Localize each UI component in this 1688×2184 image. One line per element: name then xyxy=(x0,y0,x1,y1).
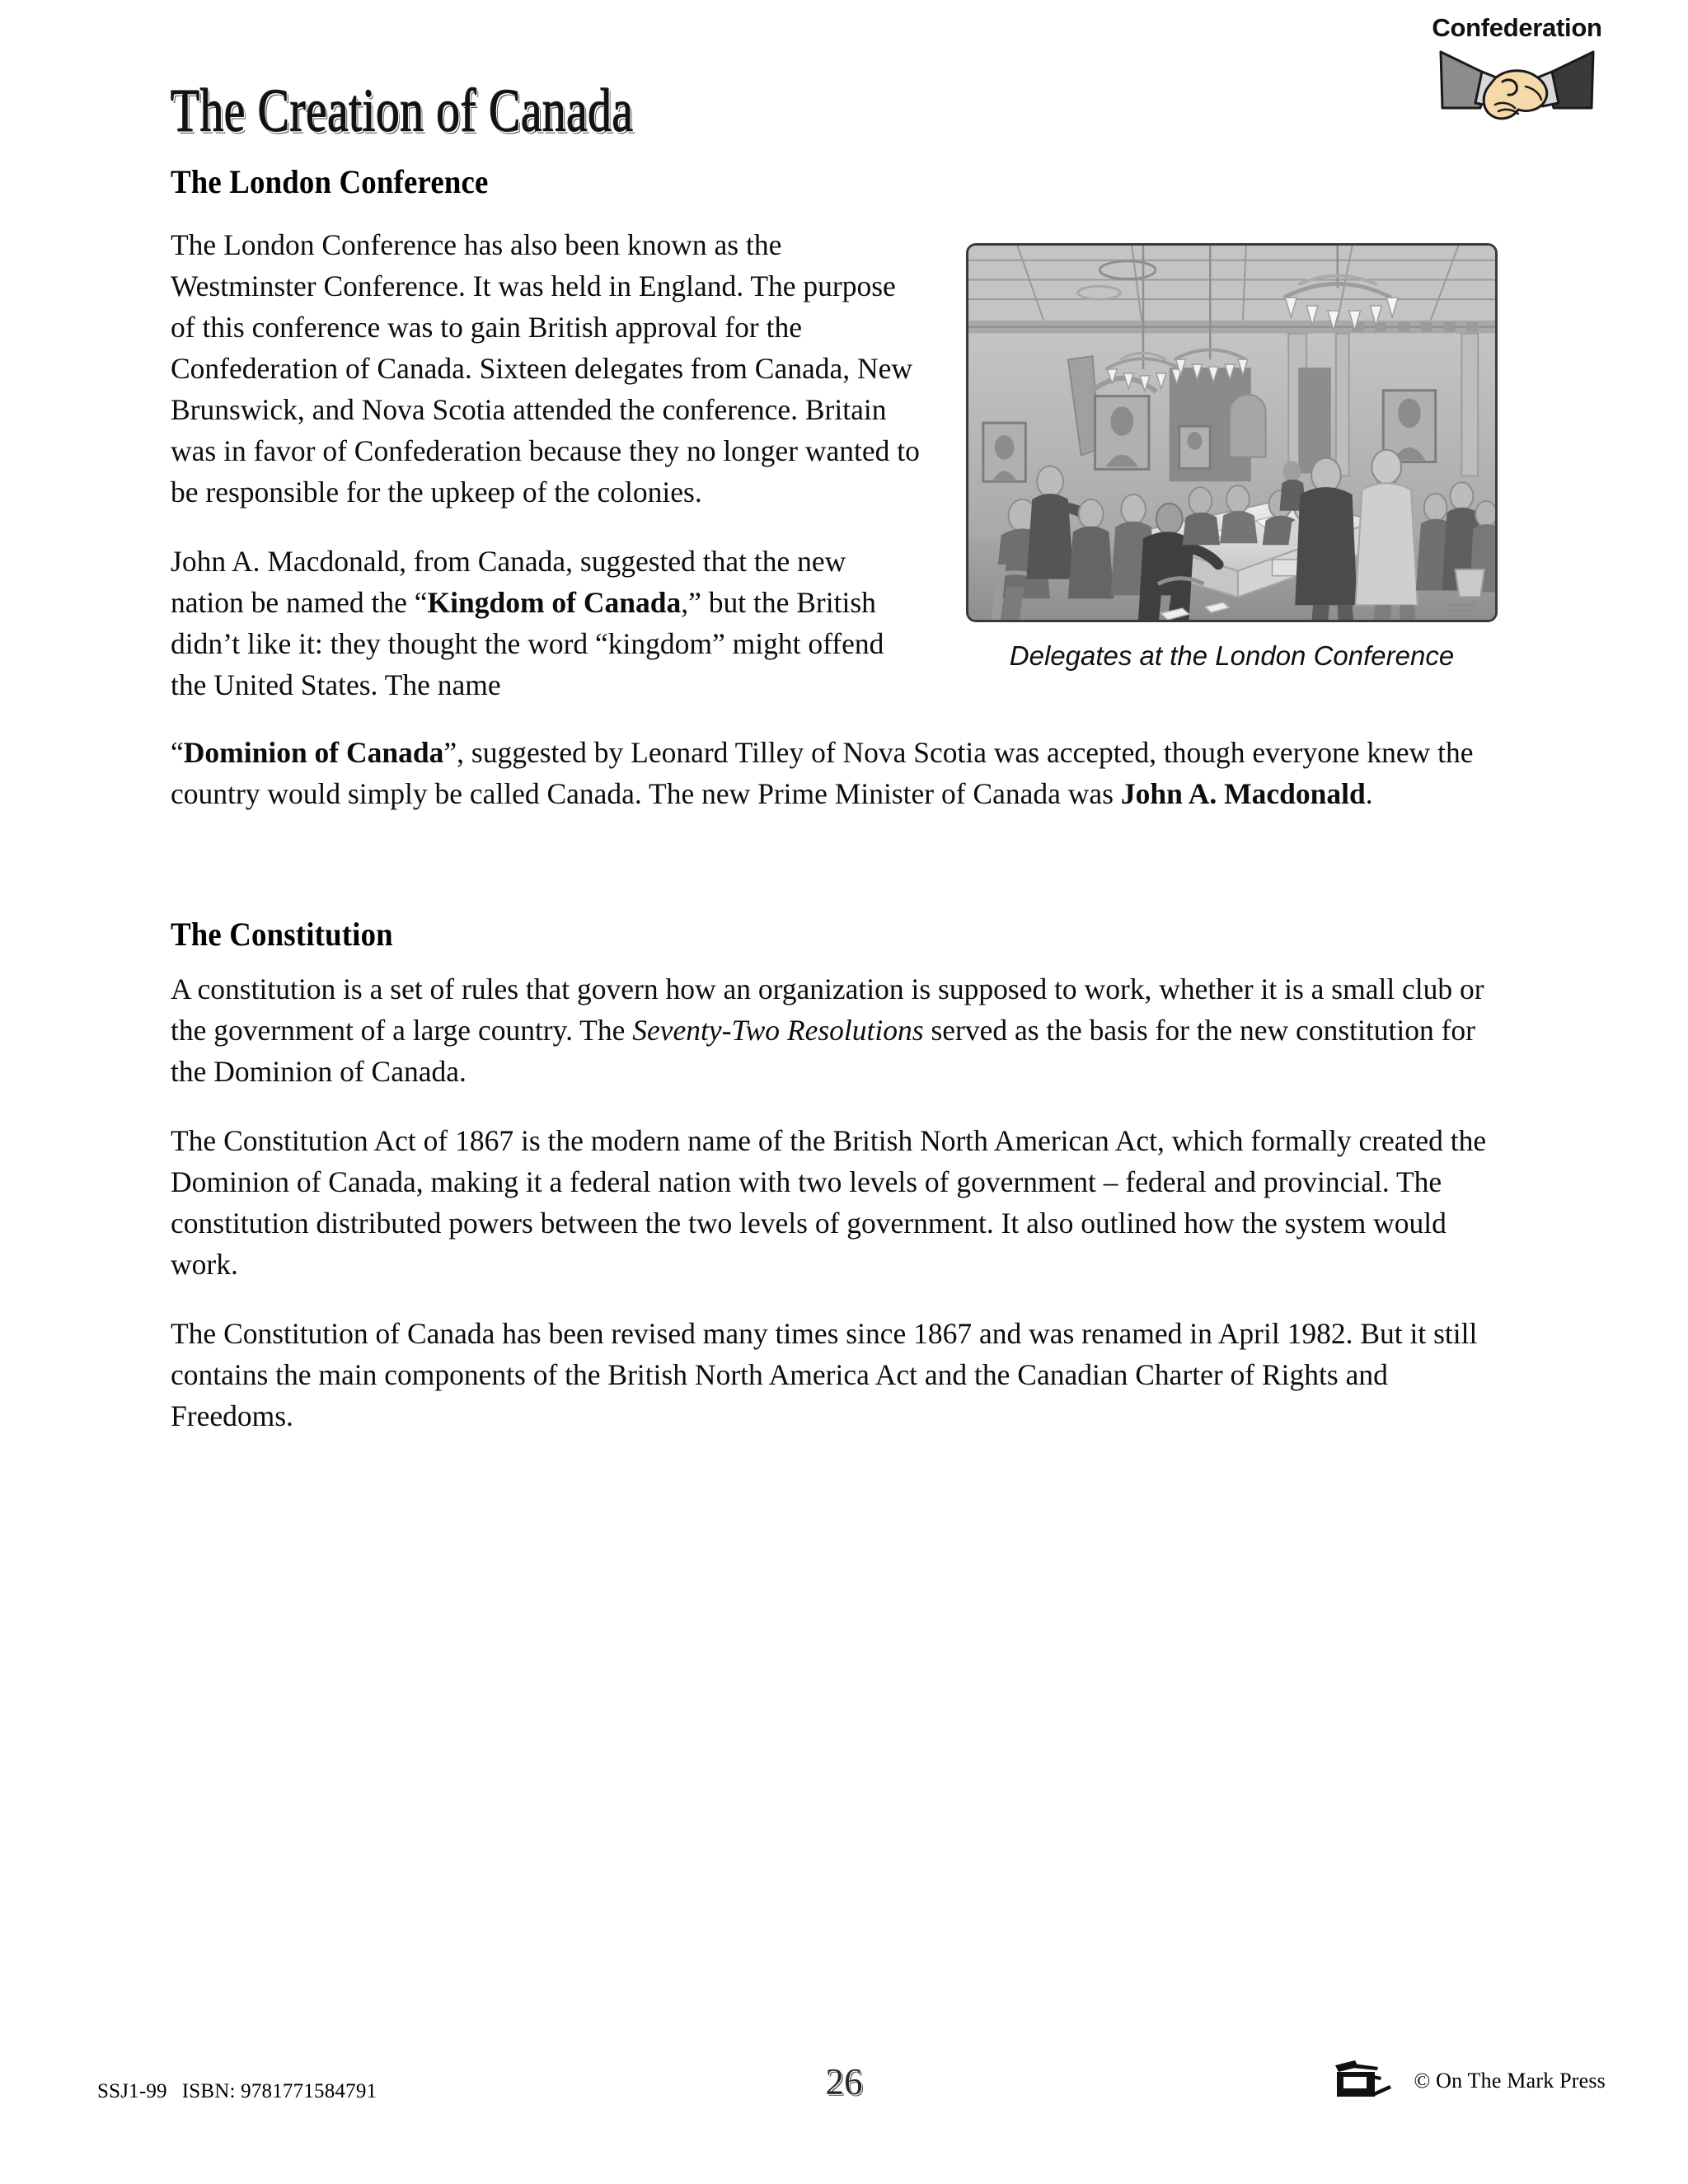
dominion-quote-open: “ xyxy=(171,736,184,769)
paragraph-constitution-act-1867: The Constitution Act of 1867 is the modern name of the British North American Act, which formally created the Dominion of Canada, making it a federal nation with two levels of government – federal and provincial. The constitution distributed powers between the two levels of government. It also outlined how the system would work. xyxy=(171,1124,1487,1281)
dominion-text-part1: ”, suggested by Leonard Tilley of Nova Scotia was accepted, though everyone knew the country would simply be called Canada. The new Prime Minister of Canada was xyxy=(171,736,1474,810)
macdonald-text-part2: ,” but the British didn’t like it: they thought the word “kingdom” might offend the United States. The name xyxy=(171,586,884,701)
delegates-engraving-image xyxy=(968,246,1495,620)
macdonald-text-part1: John A. Macdonald, from Canada, suggested that the new nation be named the “ xyxy=(171,545,846,619)
section-heading-constitution: The Constitution xyxy=(171,916,393,953)
paragraph-macdonald-naming xyxy=(171,541,925,705)
confederation-badge-label: Confederation xyxy=(1432,13,1602,42)
figure-london-conference xyxy=(966,243,1498,672)
london-conference-text-column xyxy=(171,224,925,705)
seventy-two-resolutions-italic: Seventy-Two Resolutions xyxy=(632,1014,924,1047)
page-title: The Creation of Canada xyxy=(171,77,634,145)
section-heading-london-conference: The London Conference xyxy=(171,163,489,200)
handshake-icon xyxy=(1416,44,1618,134)
dominion-of-canada-bold: Dominion of Canada xyxy=(183,736,444,769)
figure-image-frame xyxy=(966,243,1498,622)
constitution-text-part2: served as the basis for the new constitution for the Dominion of Canada. xyxy=(171,1014,1475,1088)
figure-caption: Delegates at the London Conference xyxy=(1009,640,1455,671)
footer-isbn: ISBN: 9781771584791 xyxy=(181,2080,377,2102)
dominion-text-part2: . xyxy=(1365,777,1373,810)
constitution-text-block xyxy=(171,968,1506,1436)
kingdom-of-canada-bold: Kingdom of Canada xyxy=(427,586,682,619)
paragraph-constitution-definition xyxy=(171,968,1506,1092)
paragraph-london-overview: The London Conference has also been known as the Westminster Conference. It was held in England. The purpose of this conference was to gain British approval for the Confederation of Canada. Sixteen delegates from Canada, New Brunswick, and Nova Scotia attended the conference. Britain was in favor of Confederation because they no longer wanted to be responsible for the upkeep of the colonies. xyxy=(171,228,920,509)
page-number: 26 xyxy=(825,2061,863,2102)
john-a-macdonald-bold: John A. Macdonald xyxy=(1120,777,1366,810)
dominion-paragraph-block xyxy=(171,732,1510,814)
constitution-text-part1: A constitution is a set of rules that govern how an organization is supposed to work, whether it is a small club or the government of a large country. The xyxy=(171,972,1484,1047)
printing-press-icon xyxy=(1330,2059,1396,2103)
paragraph-dominion-of-canada xyxy=(171,732,1510,814)
paragraph-constitution-revisions: The Constitution of Canada has been revised many times since 1867 and was renamed in April 1982. But it still contains the main components of the British North America Act and the Canadian Charter of Rights and Freedoms. xyxy=(171,1317,1478,1432)
footer-product-code: SSJ1-99 xyxy=(97,2080,167,2102)
confederation-badge xyxy=(1416,15,1618,134)
publisher-name: © On The Mark Press xyxy=(1414,2069,1606,2093)
footer-publisher xyxy=(1330,2059,1606,2103)
